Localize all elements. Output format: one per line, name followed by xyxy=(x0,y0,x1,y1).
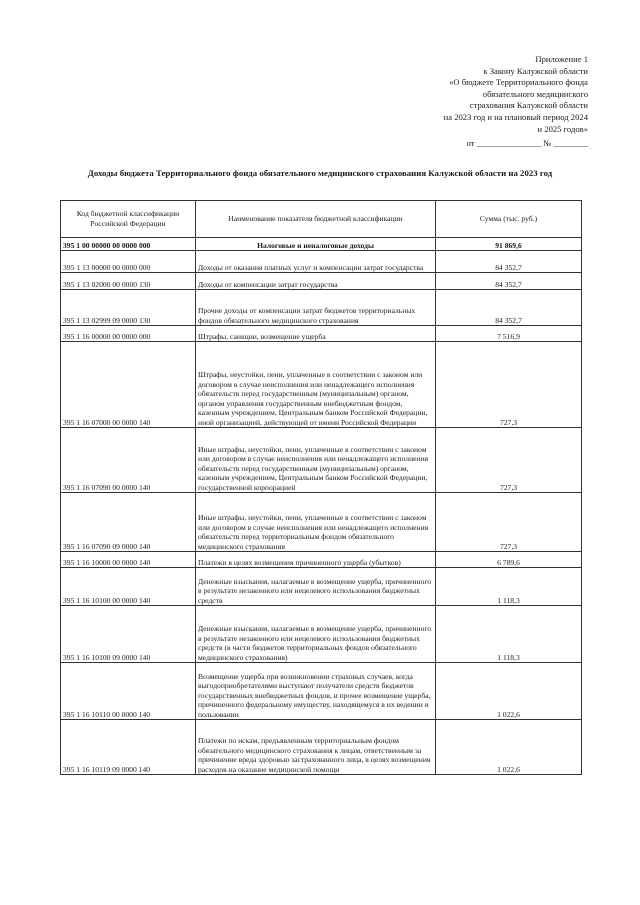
row-code: 395 1 16 10119 09 0000 140 xyxy=(61,720,196,775)
table-row xyxy=(61,493,582,552)
row-code: 395 1 00 00000 00 0000 000 xyxy=(61,238,196,251)
row-name: Доходы от оказания платных услуг и компенсации затрат государства xyxy=(196,251,436,273)
table-row xyxy=(61,251,582,273)
row-amount: 1 022,6 xyxy=(436,663,582,720)
table-header-row xyxy=(61,201,582,238)
appendix-header-line: Приложение 1 xyxy=(535,54,588,64)
row-amount: 84 352,7 xyxy=(436,290,582,326)
document-title: Доходы бюджета Территориального фонда обязательного медицинского страхования Калужской области на 2023 год xyxy=(87,168,553,178)
column-header-name: Наименование показателя бюджетной классификации xyxy=(196,201,436,238)
row-name: Денежные взыскания, налагаемые в возмещение ущерба, причиненного в результате незаконного или нецелевого использования бюджетных средств (в части бюджетов территориальных фондов обязательного медицинского страхования) xyxy=(196,606,436,663)
appendix-header-line: и 2025 годов» xyxy=(537,123,588,134)
table-row xyxy=(61,290,582,326)
table-row xyxy=(61,238,582,251)
appendix-header-line: обязательного медицинского xyxy=(482,88,588,99)
row-name: Доходы от компенсации затрат государства xyxy=(196,273,436,290)
row-amount: 6 789,6 xyxy=(436,552,582,568)
row-amount: 7 516,9 xyxy=(436,326,582,342)
date-number-line: от _______________ № ________ xyxy=(466,138,588,148)
row-code: 395 1 16 07090 09 0000 140 xyxy=(61,493,196,552)
row-code: 395 1 13 02999 09 0000 130 xyxy=(61,290,196,326)
row-name: Налоговые и неналоговые доходы xyxy=(196,238,436,251)
column-header-amount: Сумма (тыс. руб.) xyxy=(436,201,582,238)
row-amount: 727,3 xyxy=(436,428,582,493)
table-row xyxy=(61,273,582,290)
row-name: Штрафы, неустойки, пени, уплаченные в соответствии с законом или договором в случае неисполнения или ненадлежащего исполнения обязательств перед государственным (муниципальным) органом, органом управления государственным внебюджетным фондом, казенным учреждением, Центральным банком Российской Федерации, иной организацией, действующей от имени Российской Федерации xyxy=(196,342,436,428)
row-code: 395 1 13 02000 00 0000 130 xyxy=(61,273,196,290)
row-name: Иные штрафы, неустойки, пени, уплаченные в соответствии с законом или договором в случае неисполнения или ненадлежащего исполнения обязательств перед государственным (муниципальным) органом, казенным учреждением, Центральным банком Российской Федерации, государственной корпорацией xyxy=(196,428,436,493)
row-code: 395 1 16 07000 00 0000 140 xyxy=(61,342,196,428)
row-code: 395 1 16 10100 09 0000 140 xyxy=(61,606,196,663)
row-code: 395 1 16 00000 00 0000 000 xyxy=(61,326,196,342)
column-header-code: Код бюджетной классификации Российской Федерации xyxy=(61,201,196,238)
row-amount: 1 118,3 xyxy=(436,606,582,663)
row-amount: 1 022,6 xyxy=(436,720,582,775)
row-name: Прочие доходы от компенсации затрат бюджетов территориальных фондов обязательного медицинского страхования xyxy=(196,290,436,326)
row-code: 395 1 13 00000 00 0000 000 xyxy=(61,251,196,273)
table-row xyxy=(61,552,582,568)
row-amount: 1 118,3 xyxy=(436,568,582,606)
row-name: Платежи в целях возмещения причиненного ущерба (убытков) xyxy=(196,552,436,568)
row-amount: 84 352,7 xyxy=(436,251,582,273)
row-name: Возмещение ущерба при возникновении страховых случаев, когда выгодоприобретателями выступают получатели средств бюджетов государственных внебюджетных фондов, и прочее возмещение ущерба, причиненного федеральному имуществу, находящемуся в их ведении и пользовании xyxy=(196,663,436,720)
row-code: 395 1 16 07090 00 0000 140 xyxy=(61,428,196,493)
row-name: Денежные взыскания, налагаемые в возмещение ущерба, причиненного в результате незаконного или нецелевого использования бюджетных средств xyxy=(196,568,436,606)
row-code: 395 1 16 10000 00 0000 140 xyxy=(61,552,196,568)
row-code: 395 1 16 10110 00 0000 140 xyxy=(61,663,196,720)
table-row xyxy=(61,720,582,775)
row-amount: 727,3 xyxy=(436,493,582,552)
table-row xyxy=(61,568,582,606)
table-row xyxy=(61,428,582,493)
row-amount: 727,3 xyxy=(436,342,582,428)
appendix-header-line: на 2023 год и на плановый период 2024 xyxy=(443,111,588,122)
table-row xyxy=(61,663,582,720)
appendix-header-line: страхования Калужской области xyxy=(469,100,588,111)
revenue-table xyxy=(60,200,582,775)
row-name: Иные штрафы, неустойки, пени, уплаченные в соответствии с законом или договором в случае неисполнения или ненадлежащего исполнения обязательств перед территориальным фондом обязательного медицинского страхования xyxy=(196,493,436,552)
row-name: Штрафы, санкции, возмещение ущерба xyxy=(196,326,436,342)
appendix-header-line: «О бюджете Территориального фонда xyxy=(449,77,588,88)
row-name: Платежи по искам, предъявленным территориальным фондом обязательного медицинского страхования к лицам, ответственным за причинение вреда здоровью застрахованного лица, в целях возмещения расходов на оказание медицинской помощи xyxy=(196,720,436,775)
table-row xyxy=(61,326,582,342)
table-row xyxy=(61,606,582,663)
table-row xyxy=(61,342,582,428)
row-code: 395 1 16 10100 00 0000 140 xyxy=(61,568,196,606)
appendix-header xyxy=(348,54,588,135)
appendix-header-line: к Закону Калужской области xyxy=(483,65,588,76)
row-amount: 84 352,7 xyxy=(436,273,582,290)
row-amount: 91 869,6 xyxy=(436,238,582,251)
